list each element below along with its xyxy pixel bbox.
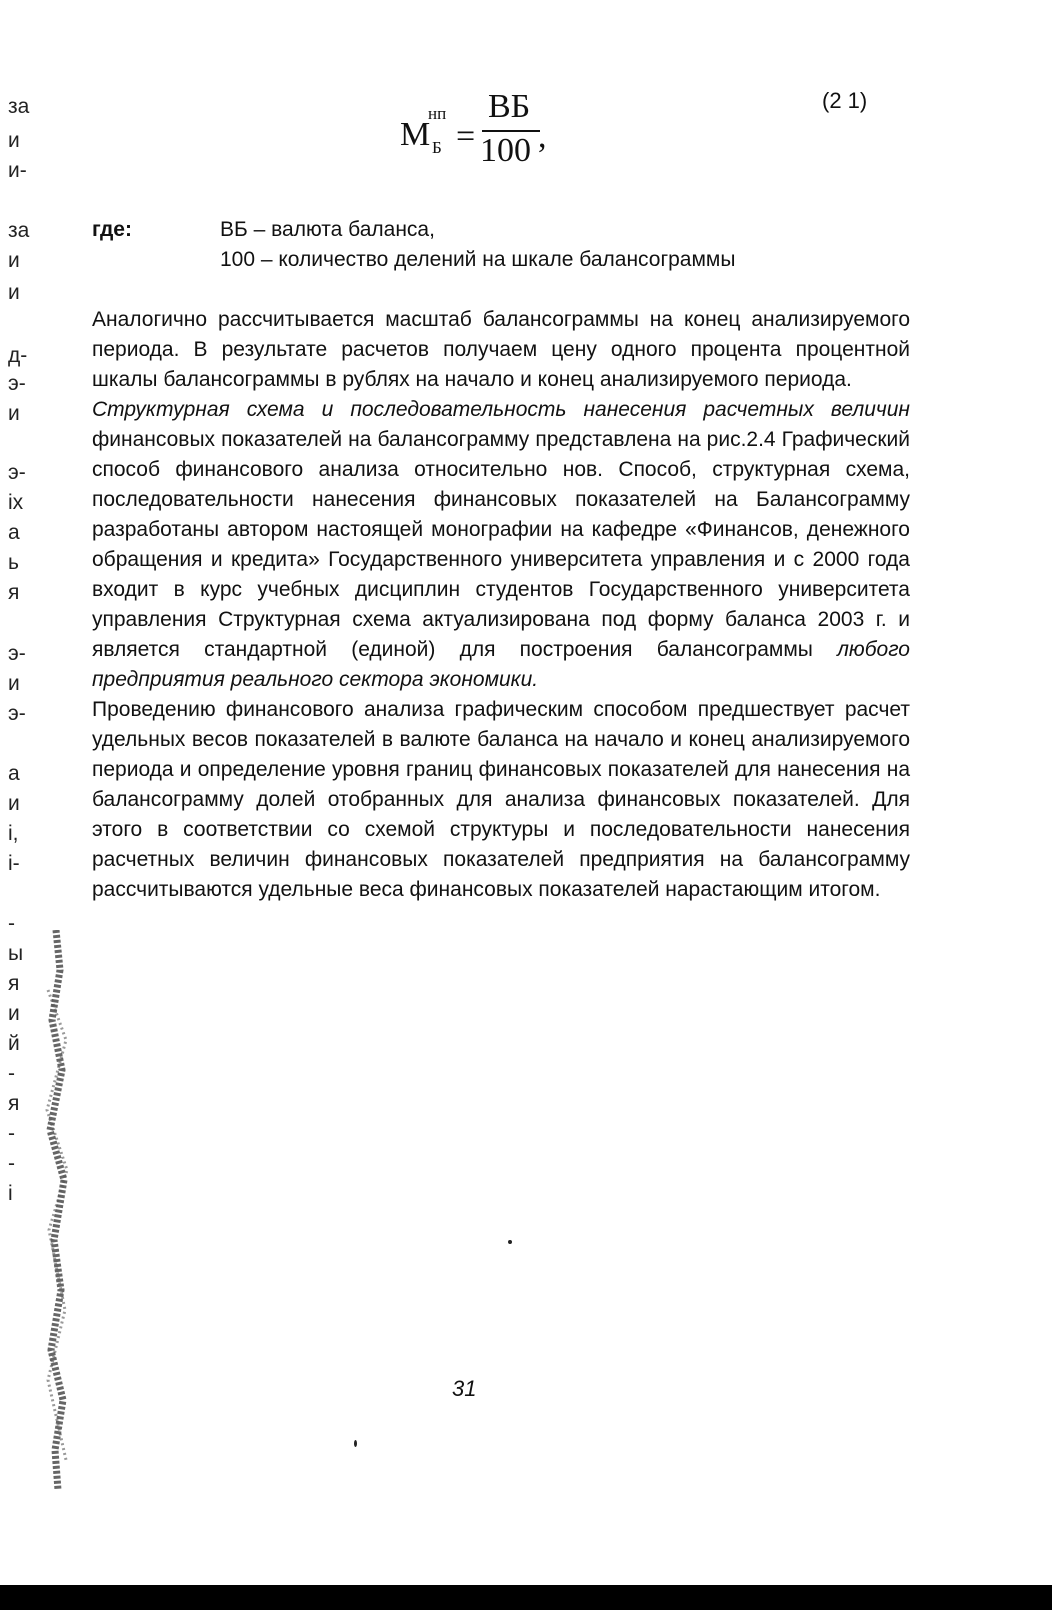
margin-fragment: а — [8, 762, 20, 785]
margin-fragment: ь — [8, 551, 19, 574]
formula-numerator: ВБ — [488, 88, 531, 125]
paragraph-weights — [92, 695, 910, 905]
margin-fragment: за — [8, 95, 30, 118]
margin-fragment: э- — [8, 372, 26, 395]
margin-fragment: и- — [8, 159, 27, 182]
margin-fragment: а — [8, 521, 20, 544]
legend-line-vb: ВБ – валюта баланса, — [220, 218, 435, 241]
margin-fragment: я — [8, 581, 20, 604]
margin-fragment: и — [8, 1002, 20, 1025]
legend-line-100: 100 – количество делений на шкале балансограммы — [220, 248, 736, 271]
margin-fragment: і, — [8, 822, 19, 845]
paragraph-text: Аналогично рассчитывается масштаб балансограммы на конец анализируемого периода. В результате расчетов получаем цену одного процента процентной шкалы балансограммы в рублях на начало и конец анализируемого периода. — [92, 308, 910, 391]
margin-fragment: - — [8, 912, 15, 935]
page-number: 31 — [452, 1376, 477, 1401]
margin-fragment: и — [8, 249, 20, 272]
margin-fragment: я — [8, 1092, 20, 1115]
paragraph-italic-lead: Структурная схема и последовательность нанесения расчетных величин — [92, 398, 910, 421]
margin-fragment: и — [8, 402, 20, 425]
equation-number: (2 1) — [822, 88, 868, 113]
margin-fragment: д- — [8, 344, 28, 367]
margin-fragment: - — [8, 1062, 15, 1085]
formula-lhs-subscript: Б — [432, 138, 442, 157]
margin-fragment: ы — [8, 942, 24, 965]
margin-fragment: іх — [8, 491, 24, 514]
margin-fragment: и — [8, 672, 20, 695]
margin-fragment: й — [8, 1032, 20, 1055]
margin-fragment: - — [8, 1122, 15, 1145]
paragraph-scale — [92, 305, 910, 395]
formula-lhs-symbol: М — [400, 116, 431, 153]
margin-fragment: і- — [8, 852, 20, 875]
margin-fragment: и — [8, 281, 20, 304]
margin-fragment: и — [8, 129, 20, 152]
paragraph-text: Проведению финансового анализа графическим способом предшествует расчет удельных весов показателей в валюте баланса на начало и конец анализируемого периода и определение уровня границ финансовых показателей для нанесения на балансограмму долей отобранных для анализа финансовых показателей. Для этого в соответствии со схемой структуры и последовательности нанесения расчетных величин финансовых показателей предприятия на балансограмму рассчитываются удельные веса финансовых показателей нарастающим итогом. — [92, 698, 910, 901]
margin-fragment: и — [8, 792, 20, 815]
margin-fragment: э- — [8, 461, 26, 484]
paragraph-text: финансовых показателей на балансограмму представлена на рис.2.4 Графический способ финансового анализа относительно нов. Способ, структурная схема, последовательности нанесения финансовых показателей на Балансограмму разработаны автором настоящей монографии на кафедре «Финансов, денежного обращения и кредита» Государственного университета управления и с 2000 года входит в курс учебных дисциплин студентов Государственного университета управления Структурная схема актуализирована под форму баланса 2003 г. и является стандартной (единой) для построения балансограммы — [92, 428, 910, 661]
scan-speck — [508, 1240, 512, 1244]
margin-fragment: і — [8, 1182, 13, 1205]
formula-denominator: 100 — [480, 132, 531, 169]
scan-speck — [354, 1440, 357, 1447]
body-text — [92, 305, 910, 905]
paragraph-structure — [92, 395, 910, 695]
margin-fragment: я — [8, 972, 20, 995]
formula-comma: , — [538, 118, 547, 155]
formula-lhs-superscript: нп — [428, 104, 447, 123]
margin-fragment: за — [8, 219, 30, 242]
margin-fragment: э- — [8, 642, 26, 665]
where-label: где: — [92, 218, 132, 241]
scan-noise — [42, 930, 72, 1490]
formula-equals: = — [456, 118, 476, 155]
margin-fragment: - — [8, 1152, 15, 1175]
scan-bottom-edge — [0, 1585, 1052, 1610]
formula — [400, 88, 600, 178]
margin-fragment: э- — [8, 702, 26, 725]
paragraph-italic-end: любого предприятия реального сектора экономики. — [92, 638, 910, 691]
